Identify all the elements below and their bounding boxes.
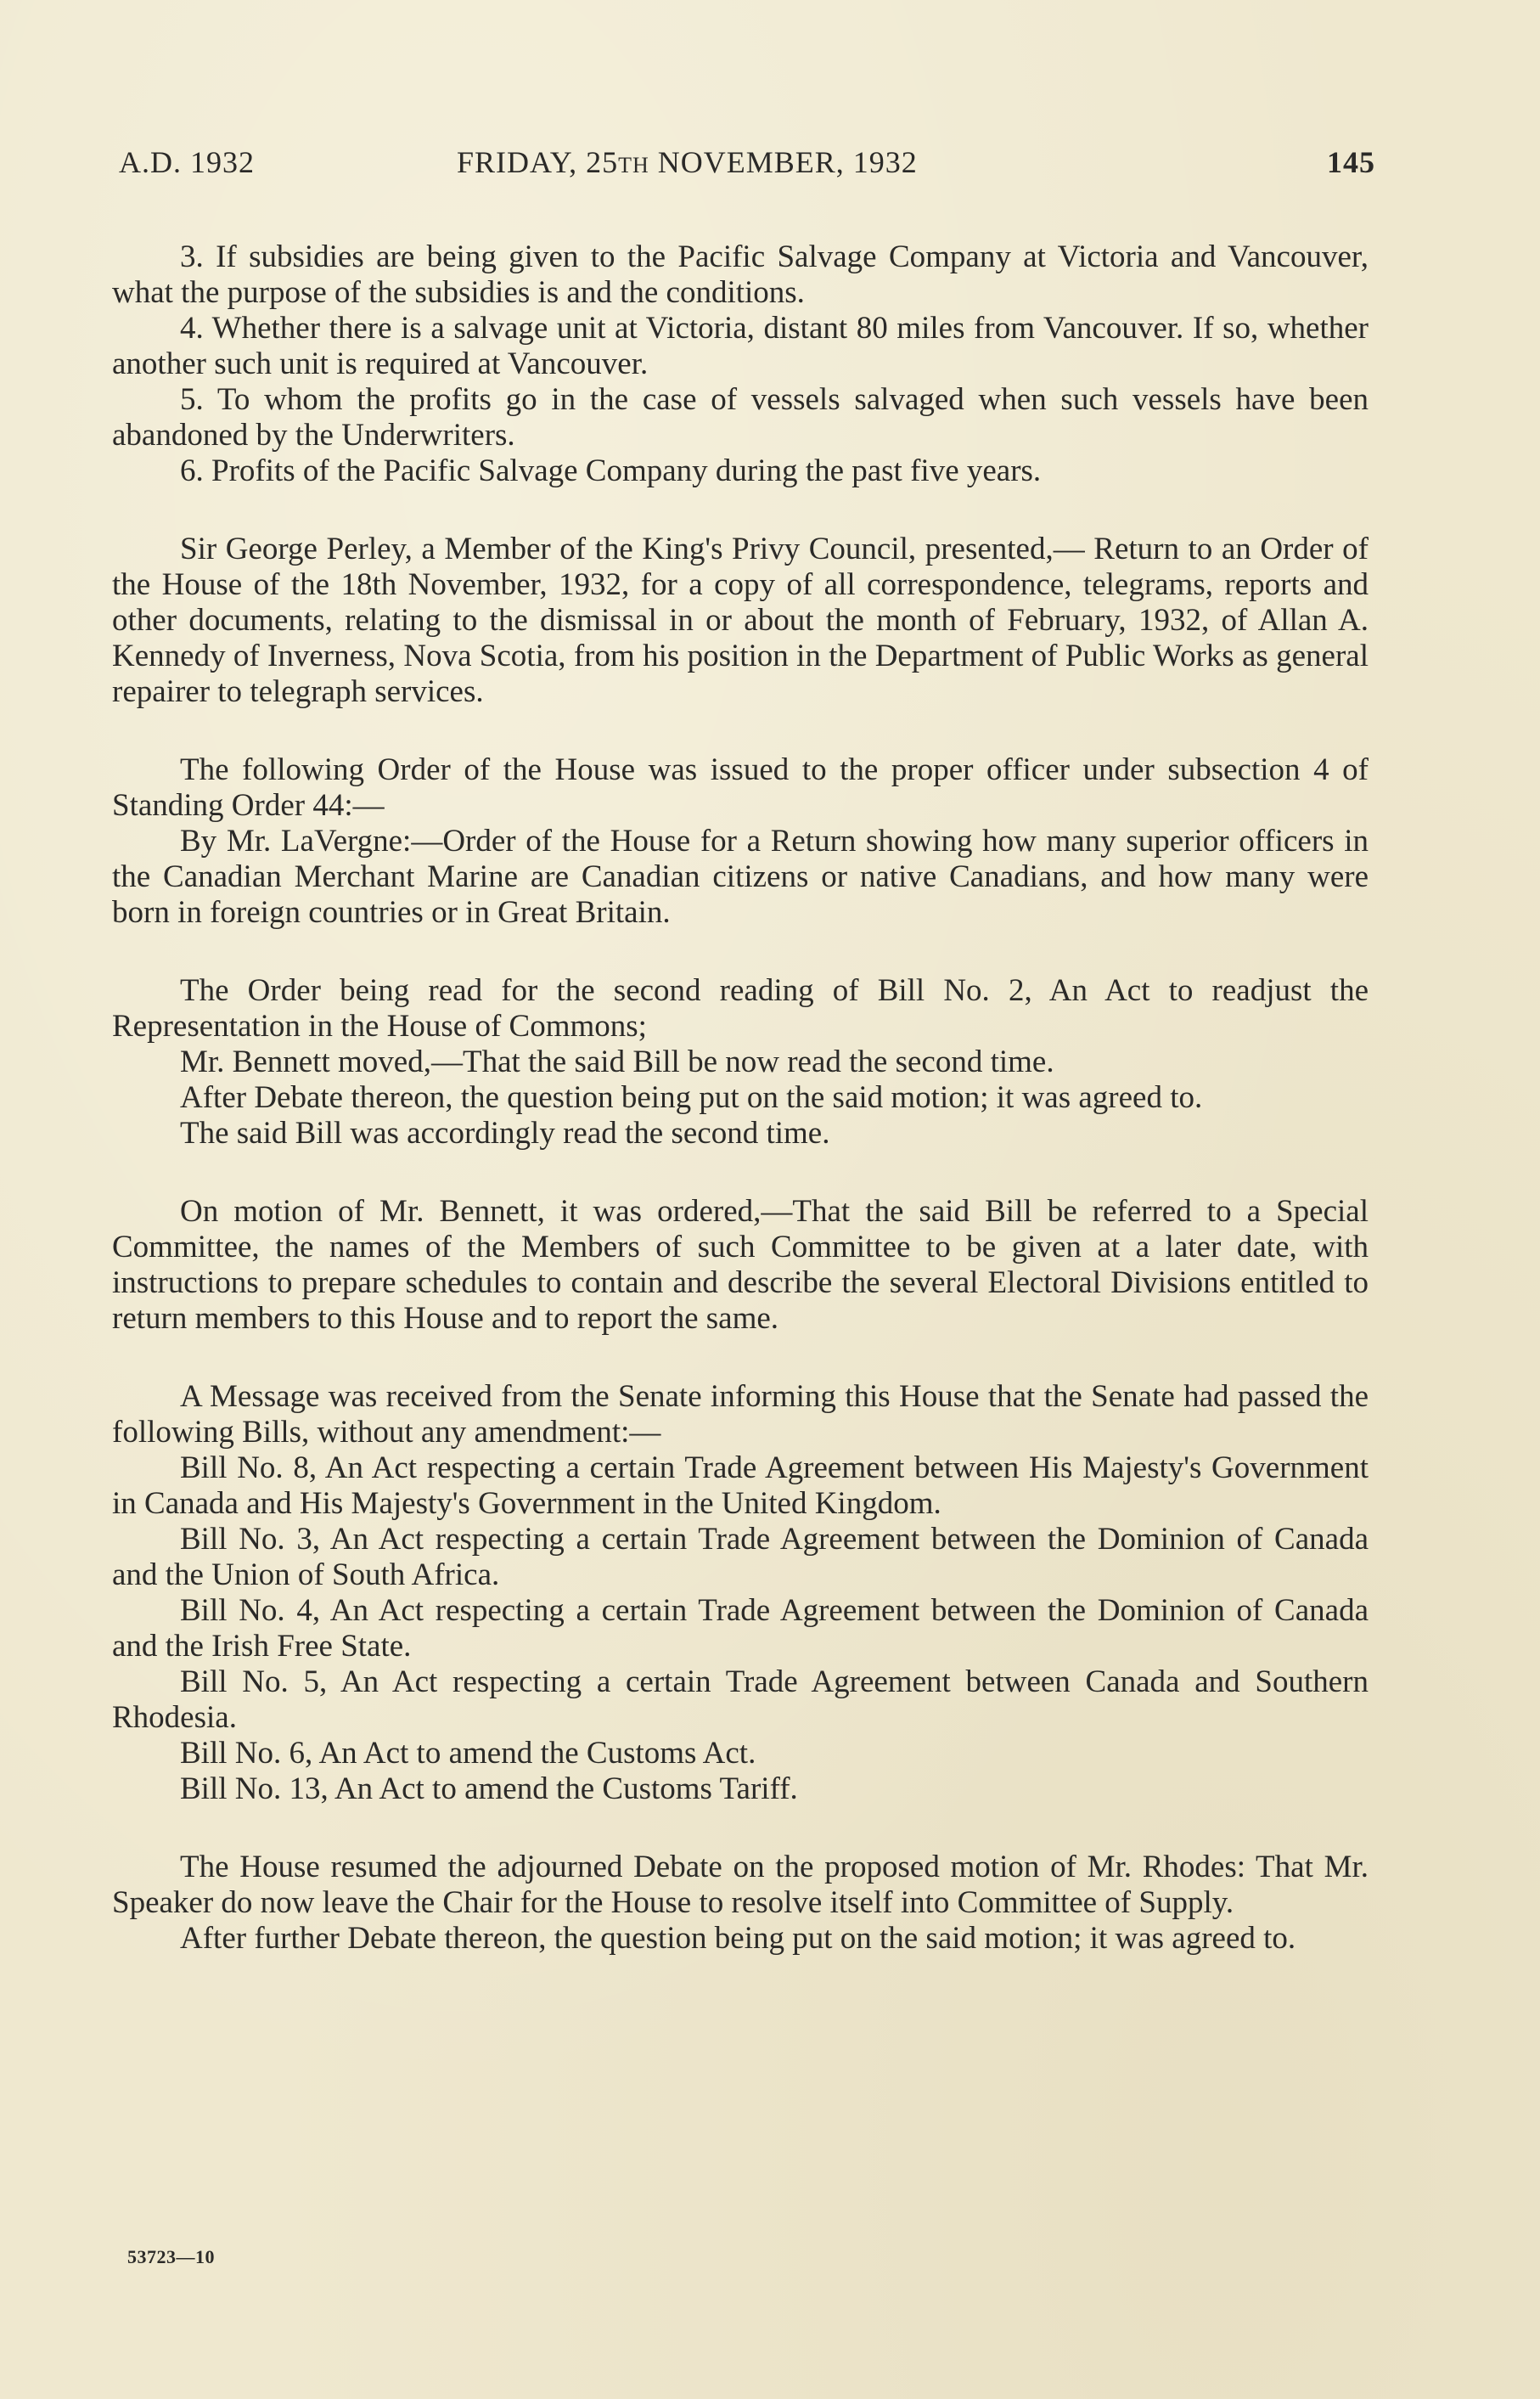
- paragraph: By Mr. LaVergne:—Order of the House for a Return showing how many superior officers in the Canadian Merchant Marine are Canadian citizens or native Canadians, and how many were born in foreign countries or in Great Britain.: [112, 824, 1369, 930]
- paragraph: Bill No. 4, An Act respecting a certain Trade Agreement between the Dominion of Canada and the Irish Free State.: [112, 1593, 1369, 1664]
- paragraph: After Debate thereon, the question being put on the said motion; it was agreed to.: [180, 1080, 1203, 1115]
- section-gap: [112, 489, 1369, 532]
- running-header: [119, 144, 1375, 195]
- paragraph: Bill No. 13, An Act to amend the Customs Tariff.: [180, 1771, 798, 1806]
- paragraph: Bill No. 3, An Act respecting a certain Trade Agreement between the Dominion of Canada and the Union of South Africa.: [112, 1522, 1369, 1592]
- paragraph: The House resumed the adjourned Debate on the proposed motion of Mr. Rhodes: That Mr. Speaker do now leave the Chair for the House to resolve itself into Committee of Supply.: [112, 1850, 1369, 1920]
- header-year: A.D. 1932: [119, 145, 255, 179]
- page-body: [112, 239, 1369, 1957]
- header-date: [457, 144, 918, 180]
- paragraph: The said Bill was accordingly read the second time.: [180, 1116, 830, 1151]
- section-gap: [112, 1152, 1369, 1194]
- page-number: 145: [1327, 145, 1375, 179]
- header-date-post: NOVEMBER, 1932: [649, 145, 918, 179]
- paragraph: After further Debate thereon, the question being put on the said motion; it was agreed to.: [180, 1921, 1296, 1956]
- paragraph: 6. Profits of the Pacific Salvage Company during the past five years.: [180, 453, 1042, 488]
- printer-code: 53723—10: [127, 2246, 215, 2267]
- section-gap: [112, 1337, 1369, 1379]
- paragraph: 5. To whom the profits go in the case of vessels salvaged when such vessels have been abandoned by the Underwriters.: [112, 382, 1369, 453]
- paragraph: Bill No. 6, An Act to amend the Customs Act.: [180, 1736, 756, 1771]
- section-gap: [112, 1807, 1369, 1850]
- header-date-pre: FRIDAY, 25: [457, 145, 619, 179]
- paragraph: Sir George Perley, a Member of the King's Privy Council, presented,— Return to an Order of the House of the 18th November, 1932, for a copy of all correspondence, telegrams, reports and other documents, relating to the dismissal in or about the month of February, 1932, of Allan A. Kennedy of Inverness, Nova Scotia, from his position in the Department of Public Works as general repairer to telegraph services.: [112, 532, 1369, 709]
- paragraph: On motion of Mr. Bennett, it was ordered,—That the said Bill be referred to a Special Committee, the names of the Members of such Committee to be given at a later date, with instructions to prepare schedules to contain and describe the several Electoral Divisions entitled to return members to this House and to report the same.: [112, 1194, 1369, 1336]
- paragraph: Mr. Bennett moved,—That the said Bill be now read the second time.: [180, 1045, 1054, 1079]
- header-date-sup: TH: [618, 153, 649, 177]
- paragraph: Bill No. 5, An Act respecting a certain Trade Agreement between Canada and Southern Rhodesia.: [112, 1664, 1369, 1735]
- section-gap: [112, 931, 1369, 973]
- paragraph: The following Order of the House was issued to the proper officer under subsection 4 of Standing Order 44:—: [112, 752, 1369, 823]
- paragraph: 3. If subsidies are being given to the Pacific Salvage Company at Victoria and Vancouver, what the purpose of the subsidies is and the conditions.: [112, 239, 1369, 310]
- section-gap: [112, 710, 1369, 752]
- paragraph: 4. Whether there is a salvage unit at Victoria, distant 80 miles from Vancouver. If so, whether another such unit is required at Vancouver.: [112, 311, 1369, 381]
- paragraph: A Message was received from the Senate informing this House that the Senate had passed the following Bills, without any amendment:—: [112, 1379, 1369, 1450]
- paragraph: The Order being read for the second reading of Bill No. 2, An Act to readjust the Representation in the House of Commons;: [112, 973, 1369, 1044]
- paragraph: Bill No. 8, An Act respecting a certain Trade Agreement between His Majesty's Government in Canada and His Majesty's Government in the United Kingdom.: [112, 1450, 1369, 1521]
